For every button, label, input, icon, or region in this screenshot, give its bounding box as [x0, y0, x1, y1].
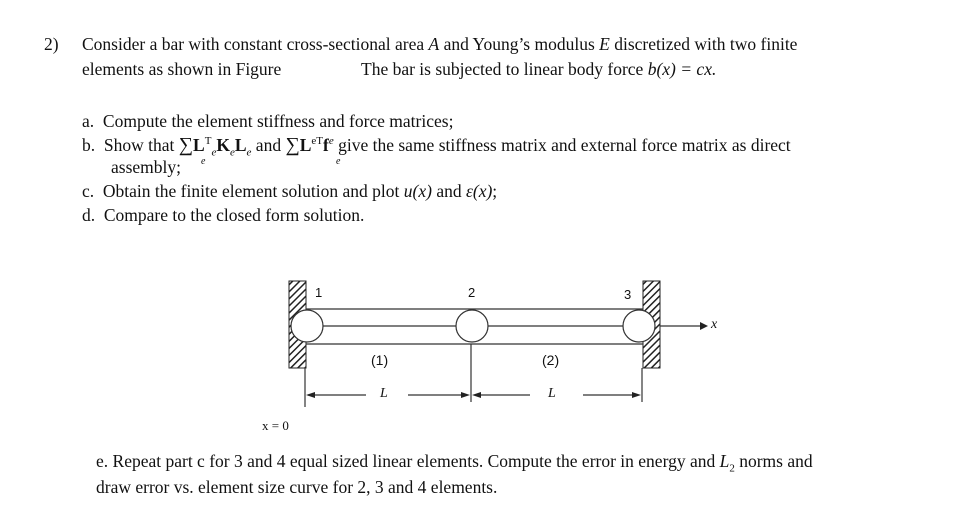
node-3	[623, 310, 655, 342]
text: and Young’s modulus	[439, 34, 600, 54]
var-A: A	[428, 34, 440, 54]
e: e	[201, 156, 206, 167]
text: The bar is subjected to linear body force	[361, 59, 648, 79]
text: Show that	[103, 135, 179, 155]
sum-symbol: ∑	[178, 134, 194, 156]
K: K	[216, 135, 230, 155]
part-b-line2: assembly;	[111, 157, 181, 177]
node-label-3: 3	[624, 287, 632, 302]
origin-label: x = 0	[262, 418, 289, 433]
element-label-1: (1)	[371, 352, 389, 368]
e: e	[211, 146, 217, 159]
e: e	[328, 135, 334, 148]
text: and	[431, 181, 466, 201]
marker: b.	[82, 135, 96, 155]
subscript: 2	[729, 462, 735, 475]
sum-symbol: ∑	[285, 134, 300, 156]
marker: a.	[82, 111, 95, 131]
u-x: u(x)	[403, 181, 432, 201]
L: L	[719, 451, 730, 471]
marker: d.	[82, 205, 96, 225]
e: e	[336, 156, 341, 167]
marker: c.	[82, 181, 95, 201]
node-label-1: 1	[315, 285, 323, 300]
L: L	[193, 135, 205, 155]
node-label-2: 2	[468, 285, 476, 300]
var-E: E	[599, 34, 610, 54]
text: norms and	[734, 451, 813, 471]
eps-x: ε(x)	[465, 181, 493, 201]
eT: eT	[311, 135, 324, 148]
node-1	[291, 310, 323, 342]
axis-label: x	[711, 317, 718, 332]
body-force: b(x) = cx.	[647, 59, 717, 79]
text: Compare to the closed form solution.	[103, 205, 365, 225]
length-label-1: L	[380, 386, 388, 401]
text: give the same stiffness matrix and external force matrix as direct	[333, 135, 791, 155]
text: ;	[492, 181, 498, 201]
node-2	[456, 310, 488, 342]
text: elements as shown in Figure	[82, 59, 282, 79]
T: T	[204, 135, 212, 148]
problem-number: 2)	[44, 34, 59, 54]
f: f	[323, 135, 329, 155]
part-e-line2: draw error vs. element size curve for 2, 3 and 4 elements.	[96, 477, 498, 497]
length-label-2: L	[548, 386, 556, 401]
text: Compute the element stiffness and force matrices;	[102, 111, 454, 131]
element-label-2: (2)	[542, 352, 560, 368]
text: and	[251, 135, 286, 155]
e: e	[246, 146, 252, 159]
text: discretized with two finite	[609, 34, 798, 54]
L: L	[299, 135, 312, 155]
part-e-line1	[96, 451, 813, 475]
e: e	[229, 146, 235, 159]
text: Consider a bar with constant cross-sectional area	[82, 34, 429, 54]
text: Obtain the finite element solution and plot	[102, 181, 404, 201]
text: e. Repeat part c for 3 and 4 equal sized linear elements. Compute the error in energy and	[96, 451, 720, 471]
L: L	[234, 135, 247, 155]
